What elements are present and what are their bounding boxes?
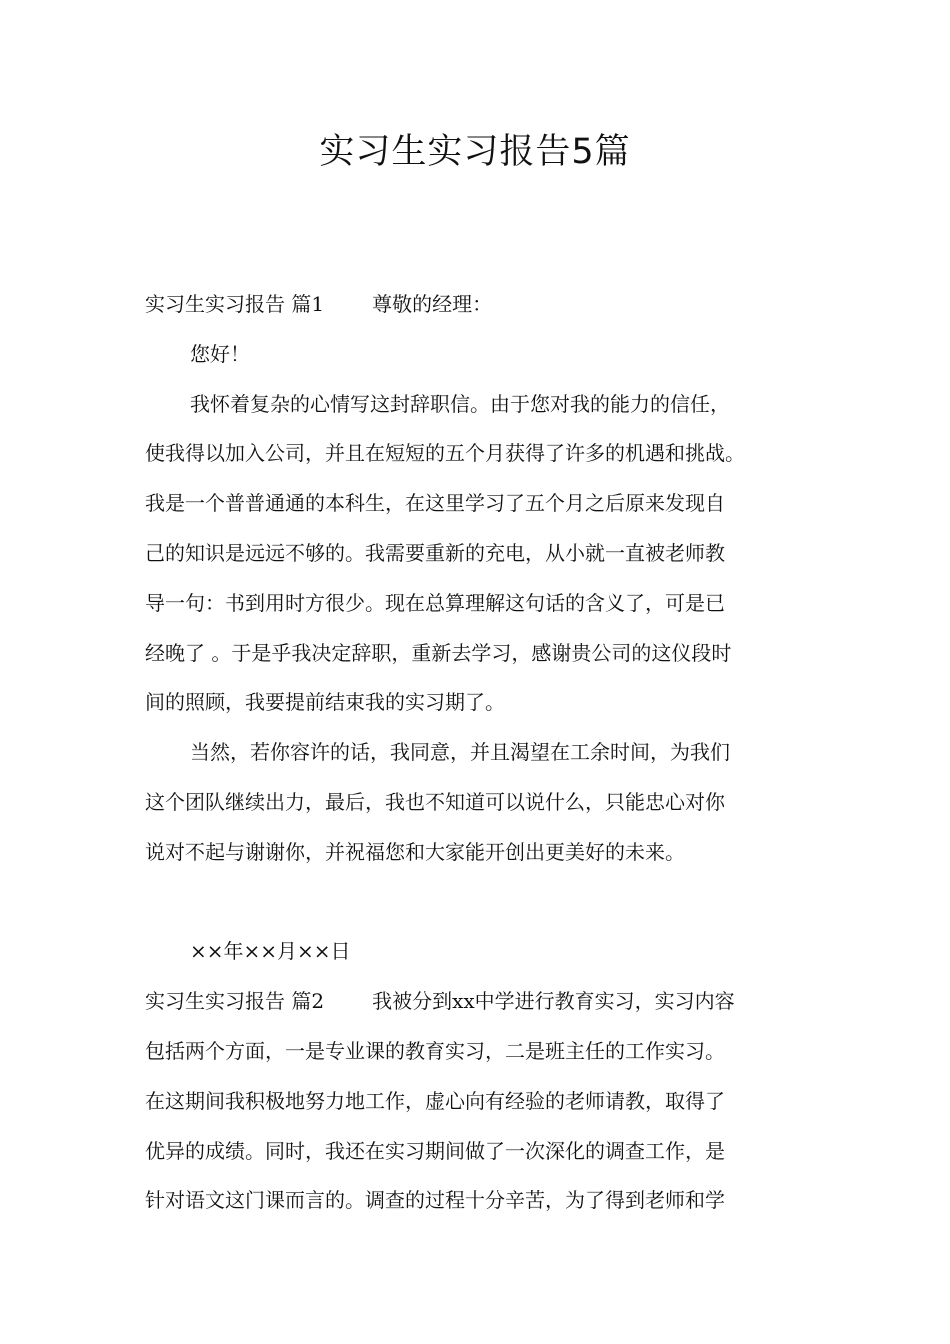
- salutation: 尊敬的经理：: [372, 292, 493, 316]
- paragraph-line: 经晚了 。于是乎我决定辞职，重新去学习，感谢贵公司的这仪段时: [145, 640, 732, 665]
- paragraph-line: 包括两个方面，一是专业课的教育实习，二是班主任的工作实习。: [145, 1038, 725, 1063]
- paragraph-line: 针对语文这门课而言的。调查的过程十分辛苦，为了得到老师和学: [145, 1188, 725, 1213]
- paragraph-line: 己的知识是远远不够的。我需要重新的充电，从小就一直被老师教: [145, 540, 725, 565]
- section-heading: 实习生实习报告 篇1: [145, 292, 325, 316]
- paragraph-line: 在这期间我积极地努力地工作，虚心向有经验的老师请教，取得了: [145, 1088, 725, 1113]
- paragraph-line: 间的照顾，我要提前结束我的实习期了。: [145, 690, 505, 715]
- greeting: 您好！: [190, 341, 250, 366]
- paragraph-line: 这个团队继续出力，最后，我也不知道可以说什么，只能忠心对你: [145, 789, 725, 814]
- paragraph-start: 我被分到xx中学进行教育实习，实习内容: [372, 989, 735, 1014]
- paragraph-line: 导一句：书到用时方很少。现在总算理解这句话的含义了，可是已: [145, 590, 725, 615]
- paragraph-line: 我是一个普普通通的本科生，在这里学习了五个月之后原来发现自: [145, 491, 725, 516]
- paragraph-line: 优异的成绩。同时，我还在实习期间做了一次深化的调查工作，是: [145, 1138, 725, 1163]
- paragraph-line: 使我得以加入公司，并且在短短的五个月获得了许多的机遇和挑战。: [145, 441, 745, 466]
- section-heading-line: [145, 280, 815, 330]
- paragraph-line: 当然，若你容许的话，我同意，并且渴望在工余时间，为我们: [190, 740, 730, 765]
- paragraph-line: 说对不起与谢谢你，并祝福您和大家能开创出更美好的未来。: [145, 839, 685, 864]
- paragraph-line: 我怀着复杂的心情写这封辞职信。由于您对我的能力的信任，: [190, 391, 730, 416]
- document-body: [145, 280, 815, 1226]
- section-heading: 实习生实习报告 篇2: [145, 989, 325, 1014]
- blank-line: [145, 878, 815, 928]
- date-line: ××年××月××日: [190, 939, 351, 964]
- document-title: 实习生实习报告5篇: [319, 132, 631, 172]
- section-heading-line: [145, 977, 815, 1027]
